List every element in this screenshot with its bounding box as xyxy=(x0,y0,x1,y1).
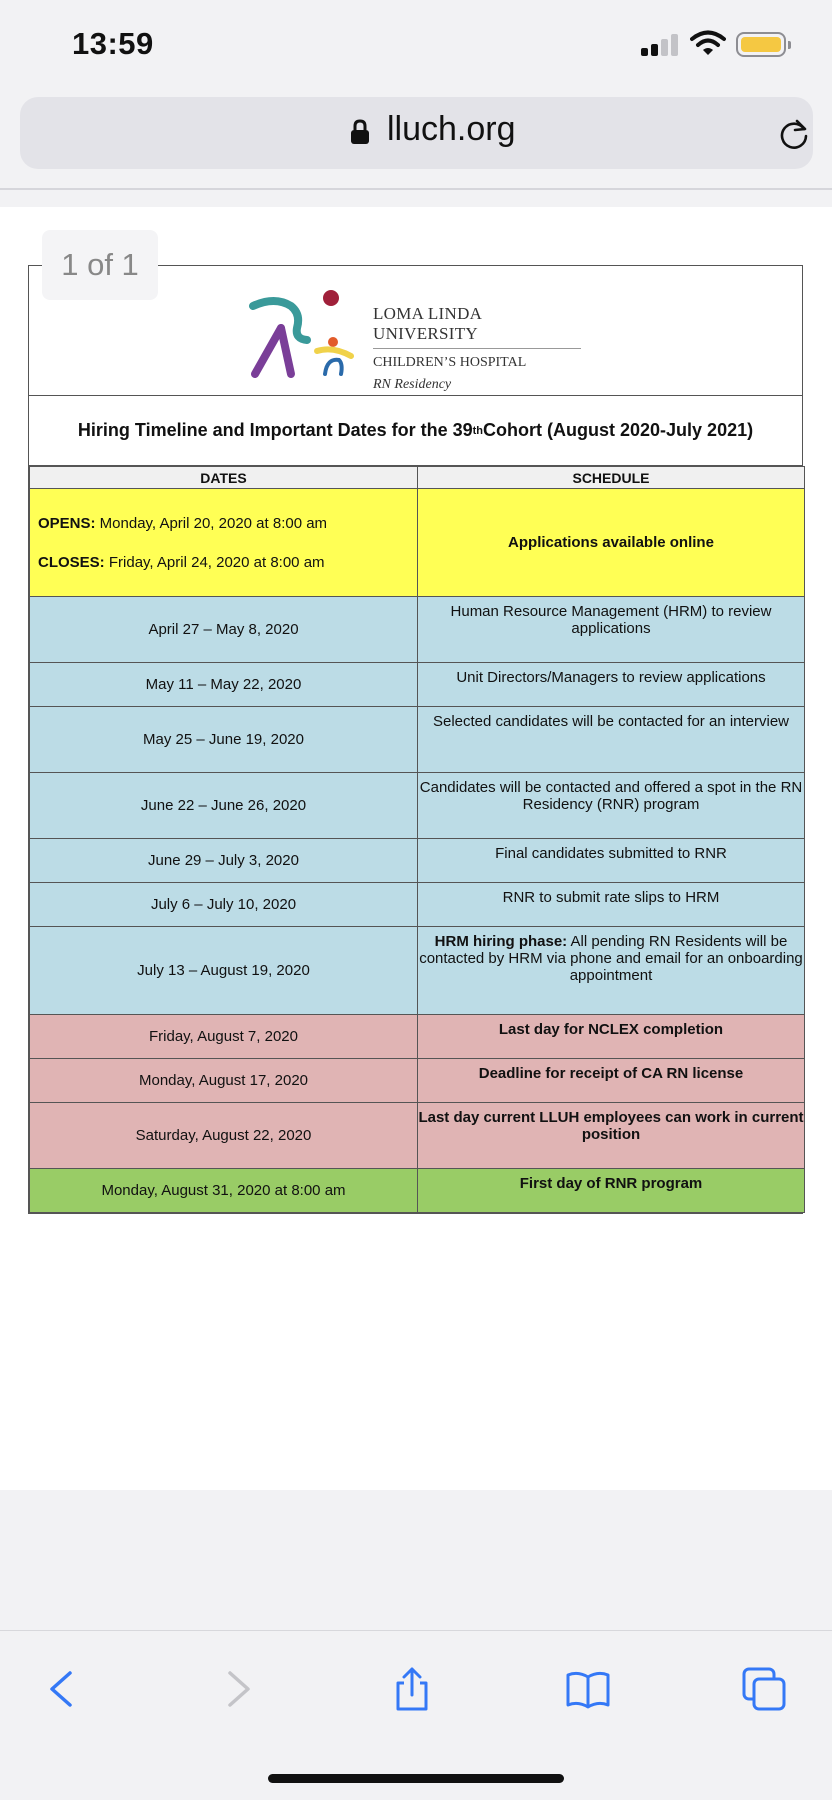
schedule-header: SCHEDULE xyxy=(418,467,805,489)
battery-icon xyxy=(736,32,786,57)
url-text[interactable]: lluch.org xyxy=(387,110,516,148)
forward-icon[interactable] xyxy=(214,1665,262,1713)
lock-icon xyxy=(350,119,370,145)
browser-toolbar xyxy=(0,1630,832,1800)
cellular-signal-icon xyxy=(641,30,681,56)
back-icon[interactable] xyxy=(38,1665,86,1713)
hiring-timeline-document xyxy=(28,265,803,1214)
table-row: May 11 – May 22, 2020 Unit Directors/Managers to review applications xyxy=(30,663,805,707)
table-row: Monday, August 17, 2020 Deadline for receipt of CA RN license xyxy=(30,1059,805,1103)
table-row: Friday, August 7, 2020 Last day for NCLEX completion xyxy=(30,1015,805,1059)
share-icon[interactable] xyxy=(388,1665,436,1713)
table-row: April 27 – May 8, 2020 Human Resource Management (HRM) to review applications xyxy=(30,597,805,663)
table-row: May 25 – June 19, 2020 Selected candidates will be contacted for an interview xyxy=(30,707,805,773)
table-row: July 13 – August 19, 2020 HRM hiring phase: All pending RN Residents will be contacted by HRM via phone and email for an onboarding appointment xyxy=(30,927,805,1015)
logo-hospital: CHILDREN’S HOSPITAL xyxy=(373,355,527,370)
address-bar[interactable] xyxy=(20,97,813,169)
page-indicator: 1 of 1 xyxy=(42,230,158,300)
table-row: Monday, August 31, 2020 at 8:00 am First day of RNR program xyxy=(30,1169,805,1213)
logo-program: RN Residency xyxy=(373,377,452,392)
logo-org: LOMA LINDA UNIVERSITY xyxy=(373,304,581,349)
home-indicator[interactable] xyxy=(268,1774,564,1783)
status-time: 13:59 xyxy=(72,26,154,61)
pdf-page[interactable] xyxy=(0,207,832,1490)
tabs-icon[interactable] xyxy=(740,1665,788,1713)
dates-header: DATES xyxy=(30,467,418,489)
toolbar-divider xyxy=(0,188,832,190)
table-row: Saturday, August 22, 2020 Last day current LLUH employees can work in current position xyxy=(30,1103,805,1169)
status-bar xyxy=(0,0,832,90)
table-row: June 29 – July 3, 2020 Final candidates submitted to RNR xyxy=(30,839,805,883)
table-row: OPENS: Monday, April 20, 2020 at 8:00 am CLOSES: Friday, April 24, 2020 at 8:00 am Applications available online xyxy=(30,489,805,597)
bookmarks-icon[interactable] xyxy=(564,1665,612,1713)
timeline-table xyxy=(29,466,805,1213)
table-row: June 22 – June 26, 2020 Candidates will be contacted and offered a spot in the RN Residency (RNR) program xyxy=(30,773,805,839)
wifi-icon xyxy=(690,30,726,56)
table-row: July 6 – July 10, 2020 RNR to submit rate slips to HRM xyxy=(30,883,805,927)
document-title: Hiring Timeline and Important Dates for the 39 th Cohort (August 2020-July 2021) xyxy=(29,396,802,466)
hospital-logo-icon xyxy=(247,284,357,379)
reload-icon[interactable] xyxy=(777,117,811,151)
